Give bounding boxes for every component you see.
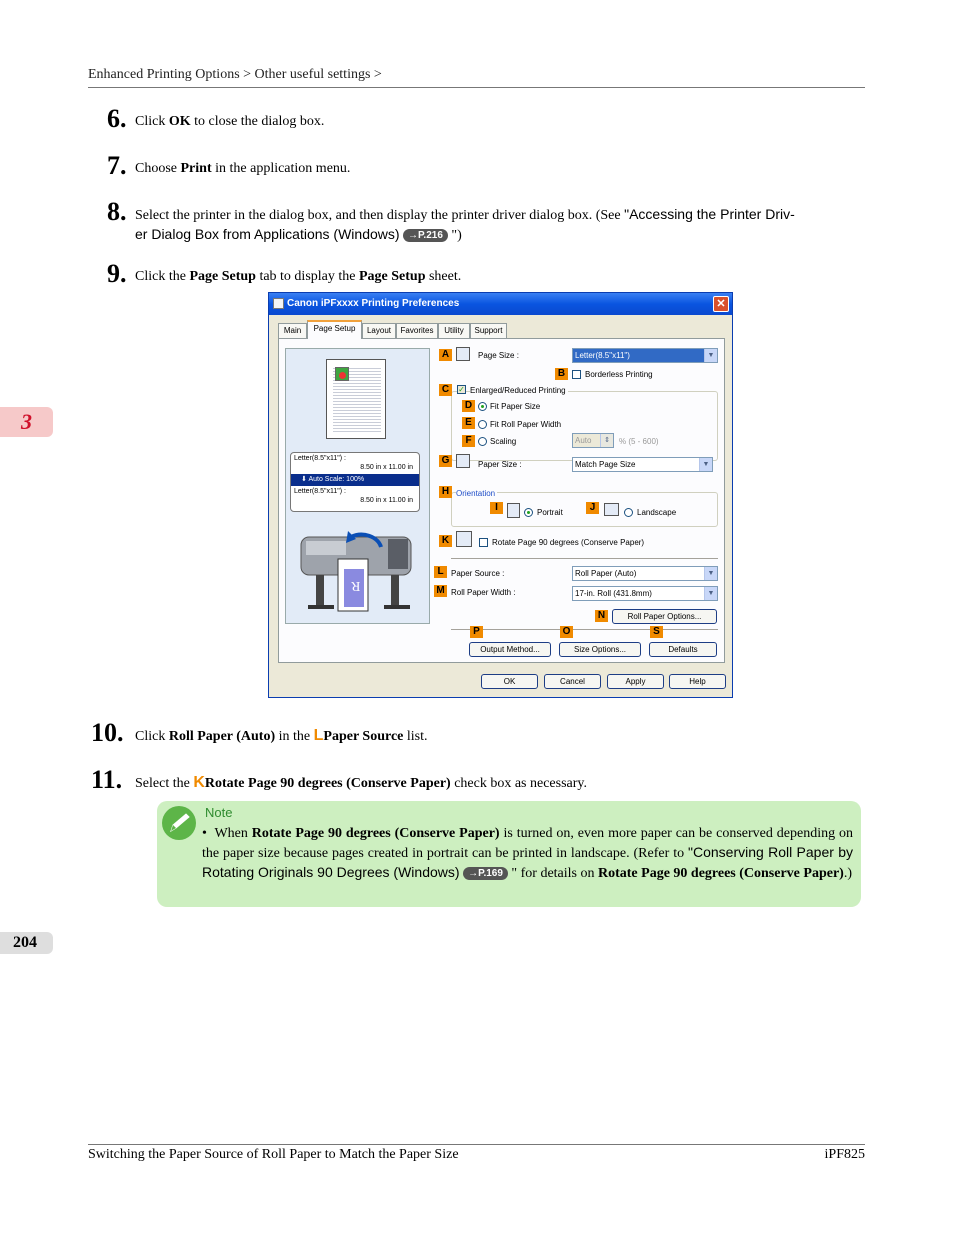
paper-size-select[interactable] — [572, 457, 713, 472]
text: Click the — [135, 269, 190, 284]
callout-letter: J — [586, 502, 599, 514]
enlarged-checkbox[interactable]: ✓ — [458, 385, 465, 394]
text: tab to display the — [255, 269, 359, 284]
dialog-title: Canon iPFxxxx Printing Preferences — [287, 298, 460, 309]
rotate-page-checkbox[interactable] — [479, 538, 488, 547]
footer-section-title: Switching the Paper Source of Roll Paper to Match the Paper Size — [88, 1147, 459, 1162]
text: ") — [447, 228, 462, 243]
paper-size-value: Match Page Size — [575, 460, 636, 469]
text: .) — [843, 866, 852, 881]
size-info-line: 8.50 in x 11.00 in — [360, 464, 413, 471]
callout-letter: G — [439, 455, 452, 467]
paper-size-label: Paper Size : — [478, 460, 522, 469]
footer-rule — [88, 1144, 865, 1145]
text: in the — [275, 729, 314, 744]
tab-page-setup[interactable]: Page Setup — [307, 320, 362, 339]
auto-scale-row — [291, 474, 419, 486]
callout-letter: O — [560, 626, 573, 638]
roll-width-label: Roll Paper Width : — [451, 588, 516, 597]
breadcrumb: Enhanced Printing Options > Other useful settings > — [88, 67, 382, 82]
bold-term: Page Setup — [358, 269, 426, 284]
landscape-label: Landscape — [637, 508, 677, 517]
text: " for details on — [507, 866, 598, 881]
tab-support[interactable]: Support — [470, 323, 507, 338]
bold-term: Page Setup — [189, 269, 256, 284]
roll-paper-options-button[interactable]: Roll Paper Options... — [612, 609, 717, 624]
text: check box as necessary. — [450, 776, 588, 791]
text: sheet. — [425, 269, 462, 284]
scaling-range: % (5 - 600) — [619, 437, 659, 446]
callout-letter: N — [595, 610, 608, 622]
borderless-label: Borderless Printing — [585, 370, 653, 379]
scaling-value: Auto — [575, 436, 592, 445]
divider — [451, 629, 718, 630]
rotated-paper-letter: R — [351, 578, 361, 593]
callout-letter: K — [439, 535, 452, 547]
paper-source-select[interactable] — [572, 566, 718, 581]
tab-layout[interactable]: Layout — [362, 323, 396, 338]
bold-term: Paper Source — [323, 729, 404, 744]
enlarged-label: Enlarged/Reduced Printing — [470, 386, 566, 395]
step-text — [135, 726, 428, 746]
divider — [451, 558, 718, 559]
bold-term: Rotate Page 90 degrees (Conserve Paper) — [251, 826, 500, 841]
down-arrow-icon: ⬇ — [301, 476, 309, 483]
text: in the application menu. — [211, 161, 351, 176]
page-setup-panel — [278, 338, 725, 663]
callout-letter: M — [434, 585, 447, 597]
page-reference-badge[interactable]: →P.216 — [403, 229, 448, 242]
scaling-label: Scaling — [490, 437, 517, 446]
paper-size-icon — [456, 454, 470, 468]
callout-letter: L — [434, 566, 447, 578]
landscape-icon — [604, 503, 619, 516]
image-thumbnail-icon — [335, 367, 349, 381]
size-info-line: Letter(8.5"x11") : — [294, 455, 346, 462]
cancel-button[interactable]: Cancel — [544, 674, 601, 689]
page-preview — [326, 359, 386, 439]
rotate-page-label: Rotate Page 90 degrees (Conserve Paper) — [492, 538, 645, 547]
borderless-checkbox[interactable] — [572, 370, 581, 379]
page-number: 204 — [0, 932, 53, 954]
paper-source-label: Paper Source : — [451, 569, 505, 578]
note-body — [202, 824, 853, 883]
footer-model-name: iPF825 — [824, 1147, 865, 1162]
text: Select the — [135, 776, 194, 791]
step-text — [135, 159, 350, 178]
step-number: 7. — [107, 151, 127, 180]
fit-paper-size-radio[interactable] — [478, 402, 487, 411]
cross-reference-link[interactable]: "Accessing the Printer Driv- — [624, 206, 795, 222]
tab-main[interactable]: Main — [278, 323, 307, 338]
text: to close the dialog box. — [190, 114, 325, 129]
step-number: 6. — [107, 104, 127, 133]
callout-letter: H — [439, 486, 452, 498]
note-title: Note — [205, 805, 233, 820]
text: Select the printer in the dialog box, and then display the printer driver dialog box. (See — [135, 208, 625, 223]
close-button[interactable]: ✕ — [713, 296, 729, 312]
callout-letter: A — [439, 349, 452, 361]
callout-letter: E — [462, 417, 475, 429]
tab-favorites[interactable]: Favorites — [396, 323, 438, 338]
printing-preferences-dialog — [268, 292, 733, 698]
callout-letter: D — [462, 400, 475, 412]
text: Click — [135, 114, 169, 129]
apply-button[interactable]: Apply — [607, 674, 664, 689]
callout-letter: I — [490, 502, 503, 514]
page-size-select[interactable] — [572, 348, 718, 363]
scaling-input[interactable] — [572, 433, 614, 448]
step-text — [135, 205, 866, 245]
step-number: 8. — [107, 197, 127, 226]
fit-roll-width-label: Fit Roll Paper Width — [490, 420, 562, 429]
callout-letter: S — [650, 626, 663, 638]
callout-letter: P — [470, 626, 483, 638]
ok-button[interactable]: OK — [481, 674, 538, 689]
bullet: • — [202, 826, 207, 841]
chevron-down-icon: ▼ — [699, 458, 712, 471]
rotate-page-icon — [456, 531, 472, 547]
size-info-line: Letter(8.5"x11") : — [294, 488, 346, 495]
printer-icon — [273, 298, 284, 309]
output-method-button[interactable]: Output Method... — [469, 642, 551, 657]
printer-illustration — [296, 519, 421, 619]
size-options-button[interactable]: Size Options... — [559, 642, 641, 657]
auto-scale-text: Auto Scale: 100% — [308, 476, 365, 483]
fit-roll-width-radio[interactable] — [478, 420, 487, 429]
text: Choose — [135, 161, 181, 176]
page-size-value: Letter(8.5"x11") — [575, 351, 630, 360]
chevron-down-icon: ▼ — [704, 567, 717, 580]
text: When — [214, 826, 252, 841]
text: is turned on, even more paper can be conserved depending on the paper size because pages created in portrait can be printed in landscape. (Refer to — [202, 826, 853, 861]
step-number: 11. — [91, 765, 123, 794]
callout-letter: K — [193, 774, 205, 791]
roll-width-value: 17-in. Roll (431.8mm) — [575, 589, 652, 598]
portrait-icon — [507, 503, 520, 518]
bold-term: Roll Paper (Auto) — [168, 729, 276, 744]
tab-utility[interactable]: Utility — [438, 323, 470, 338]
step-text — [135, 267, 461, 286]
help-button[interactable]: Help — [669, 674, 726, 689]
defaults-button[interactable]: Defaults — [649, 642, 717, 657]
text: Click — [135, 729, 169, 744]
dialog-titlebar — [269, 293, 732, 315]
size-info-box — [290, 452, 420, 512]
bold-term: Rotate Page 90 degrees (Conserve Paper) — [598, 866, 844, 881]
page-size-icon — [456, 347, 470, 361]
callout-letter: C — [439, 384, 452, 396]
cross-reference-link[interactable]: "Conserving Roll Paper by Rotating Originals 90 Degrees (Windows) — [202, 844, 853, 880]
page-size-label: Page Size : — [478, 351, 519, 360]
bold-term: OK — [168, 114, 191, 129]
callout-letter: F — [462, 435, 475, 447]
step-number: 9. — [107, 259, 127, 288]
landscape-radio[interactable] — [624, 508, 633, 517]
text: list. — [403, 729, 428, 744]
portrait-label: Portrait — [537, 508, 563, 517]
page-reference-badge[interactable]: →P.169 — [463, 867, 508, 880]
cross-reference-link[interactable]: er Dialog Box from Applications (Windows) — [135, 226, 400, 242]
pencil-icon — [162, 806, 196, 840]
chevron-down-icon: ▼ — [704, 587, 717, 600]
spinner-icon: ⇕ — [600, 434, 613, 447]
callout-letter: B — [555, 368, 568, 380]
bold-term: Rotate Page 90 degrees (Conserve Paper) — [204, 776, 451, 791]
step-text — [135, 112, 324, 131]
roll-width-select[interactable] — [572, 586, 718, 601]
step-text — [135, 773, 587, 793]
callout-letter: L — [313, 727, 324, 744]
preview-area — [285, 348, 430, 624]
step-number: 10. — [91, 718, 124, 747]
size-info-line: 8.50 in x 11.00 in — [360, 497, 413, 504]
fit-paper-size-label: Fit Paper Size — [490, 402, 541, 411]
header-rule — [88, 87, 865, 88]
bold-term: Print — [180, 161, 212, 176]
chevron-down-icon: ▼ — [704, 349, 717, 362]
orientation-label: Orientation — [456, 489, 496, 498]
paper-source-value: Roll Paper (Auto) — [575, 569, 637, 578]
chapter-tab[interactable]: 3 — [0, 407, 53, 437]
scaling-radio[interactable] — [478, 437, 487, 446]
portrait-radio[interactable] — [524, 508, 533, 517]
